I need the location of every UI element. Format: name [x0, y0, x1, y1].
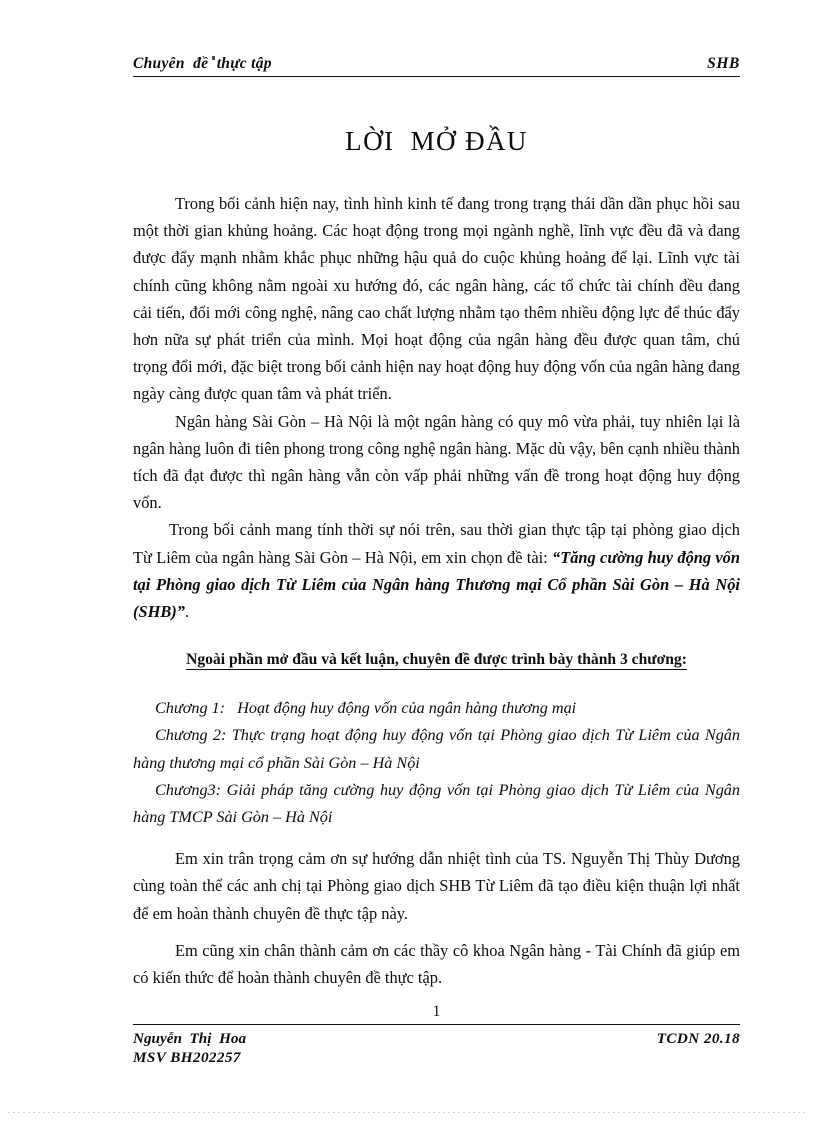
topic-lead-text: Trong bối cảnh mang tính thời sự nói trên, sau thời gian thực tập tại phòng giao dịch Từ Liêm của ngân hàng Sài Gòn – Hà Nội, em xin chọn đề tài:	[133, 520, 740, 567]
paragraph-about-shb-text: Ngân hàng Sài Gòn – Hà Nội là một ngân hàng có quy mô vừa phải, tuy nhiên lại là ngân hàng luôn đi tiên phong trong công nghệ ngân hàng. Mặc dù vậy, bên cạnh nhiều thành tích đã đạt được thì ngân hàng vẫn còn vấp phải những vấn đề trong hoạt động huy động vốn.	[133, 411, 740, 513]
scan-artifact-bottom-line	[8, 1112, 808, 1113]
footer-top-row	[133, 1029, 740, 1048]
paragraph-topic-selection	[133, 516, 740, 625]
chapter-item-3: Chương3: Giải pháp tăng cường huy động vốn tại Phòng giao dịch Từ Liêm của Ngân hàng TMCP Sài Gòn – Hà Nội	[133, 780, 740, 827]
structure-heading-text: Ngoài phần mở đầu và kết luận, chuyên đề được trình bày thành 3 chương:	[186, 651, 687, 669]
paragraph-intro-economy: Trong bối cảnh hiện nay, tình hình kinh tế đang trong trạng thái dần dần phục hồi sau một thời gian khủng hoảng. Các hoạt động trong mọi ngành nghề, lĩnh vực đều đã và đang được đẩy mạnh nhằm khắc phục những hậu quả do cuộc khủng hoảng để lại. Lĩnh vực tài chính cũng không nằm ngoài xu hướng đó, các ngân hàng, các tổ chức tài chính đều đang cải tiến, đổi mới công nghệ, nâng cao chất lượng nhằm tạo thêm nhiều động lực để thúc đẩy hơn nữa sự phát triển của mình. Mọi hoạt động của ngân hàng đều được quan tâm, chú trọng đổi mới, đặc biệt trong bối cảnh hiện nay hoạt động huy động vốn của ngân hàng đang ngày càng được quan tâm và phát triển.	[133, 194, 740, 404]
header-right-text: SHB	[707, 55, 740, 72]
paragraph-acknowledgment-faculty: Em cũng xin chân thành cảm ơn các thầy cô khoa Ngân hàng - Tài Chính đã giúp em có kiến thức để hoàn thành chuyên đề thực tập.	[133, 940, 740, 988]
document-body	[133, 190, 740, 991]
page-title: LỜI MỞ ĐẦU	[345, 126, 528, 156]
footer-class-code: TCDN 20.18	[656, 1030, 740, 1047]
paragraph-about-shb	[133, 408, 740, 517]
paragraph-acknowledgment-supervisor: Em xin trân trọng cảm ơn sự hướng dẫn nhiệt tình của TS. Nguyễn Thị Thùy Dương cùng toàn thể các anh chị tại Phòng giao dịch SHB Từ Liêm đã tạo điều kiện thuận lợi nhất để em hoàn thành chuyên đề thực tập này.	[133, 849, 740, 923]
structure-heading	[133, 647, 740, 673]
topic-tail-text: .	[184, 602, 190, 622]
running-header	[133, 55, 740, 77]
chapter-item-2: Chương 2: Thực trạng hoạt động huy động vốn tại Phòng giao dịch Từ Liêm của Ngân hàng thương mại cổ phần Sài Gòn – Hà Nội	[133, 726, 740, 772]
chapter-list	[133, 695, 740, 831]
footer-author-name: Nguyễn Thị Hoa	[133, 1030, 247, 1047]
footer-student-id: MSV BH202257	[133, 1049, 241, 1066]
running-footer	[133, 1024, 740, 1067]
header-left-text: Chuyên đề thực tập	[133, 55, 272, 72]
chapter-item-1: Chương 1: Hoạt động huy động vốn của ngân hàng thương mại	[155, 699, 577, 718]
page-number: 1	[432, 1003, 441, 1020]
thesis-title-text: “Tăng cường huy động vốn tại Phòng giao dịch Từ Liêm của Ngân hàng Thương mại Cổ phần Sài Gòn – Hà Nội (SHB)”	[133, 547, 740, 622]
